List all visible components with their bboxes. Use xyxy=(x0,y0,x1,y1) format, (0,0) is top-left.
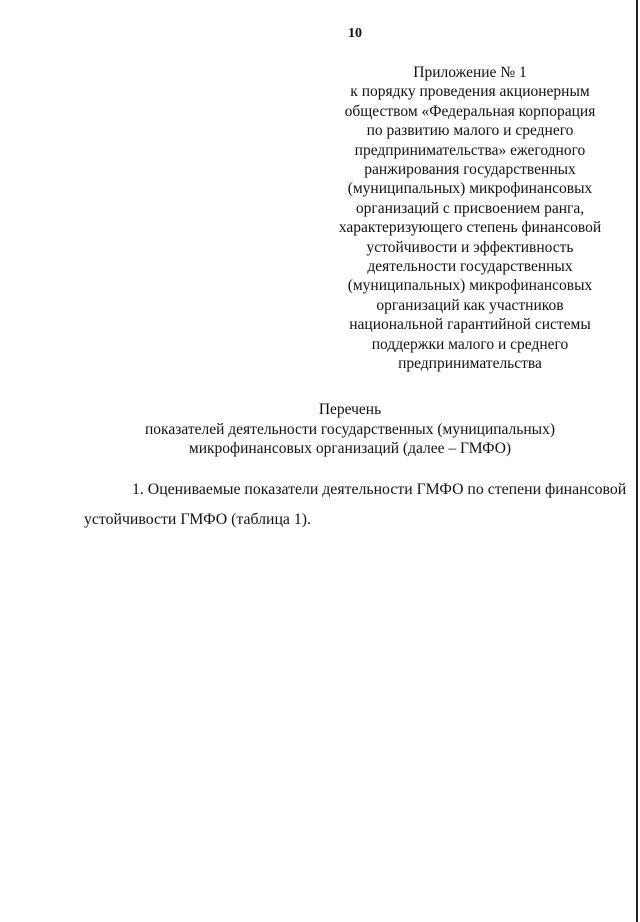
appendix-line: (муниципальных) микрофинансовых xyxy=(347,277,593,295)
paragraph-line: 1. Оцениваемые показатели деятельности ГМФО по степени финансовой xyxy=(132,481,627,498)
appendix-line: предпринимательства» ежегодного xyxy=(354,141,586,159)
appendix-header xyxy=(330,63,610,374)
appendix-line: организаций как участников xyxy=(376,296,564,314)
appendix-line: национальной гарантийной системы xyxy=(349,316,591,334)
title-line: микрофинансовых организаций (далее – ГМФО) xyxy=(188,440,512,458)
appendix-line: Приложение № 1 xyxy=(413,64,527,81)
appendix-line: характеризующего степень финансовой xyxy=(338,219,602,237)
appendix-line: обществом «Федеральная корпорация xyxy=(344,102,596,120)
appendix-line: предпринимательства xyxy=(398,355,542,373)
appendix-line: поддержки малого и среднего xyxy=(371,335,569,353)
appendix-line: ранжирования государственных xyxy=(364,161,576,179)
title-line: Перечень xyxy=(318,401,382,418)
appendix-line: устойчивости и эффективность xyxy=(366,238,574,256)
appendix-line: по развитию малого и среднего xyxy=(366,122,574,140)
body-paragraph xyxy=(84,475,627,535)
appendix-line: к порядку проведения акционерным xyxy=(350,83,590,101)
appendix-line: организаций с присвоением ранга, xyxy=(355,199,585,217)
page-edge-line xyxy=(636,0,638,922)
paragraph-line: устойчивости ГМФО (таблица 1). xyxy=(84,511,311,528)
title-line: показателей деятельности государственных (муниципальных) xyxy=(145,420,555,438)
appendix-line: деятельности государственных xyxy=(367,258,573,276)
page-number: 10 xyxy=(348,26,362,41)
appendix-line: (муниципальных) микрофинансовых xyxy=(347,180,593,198)
document-title xyxy=(100,400,600,459)
